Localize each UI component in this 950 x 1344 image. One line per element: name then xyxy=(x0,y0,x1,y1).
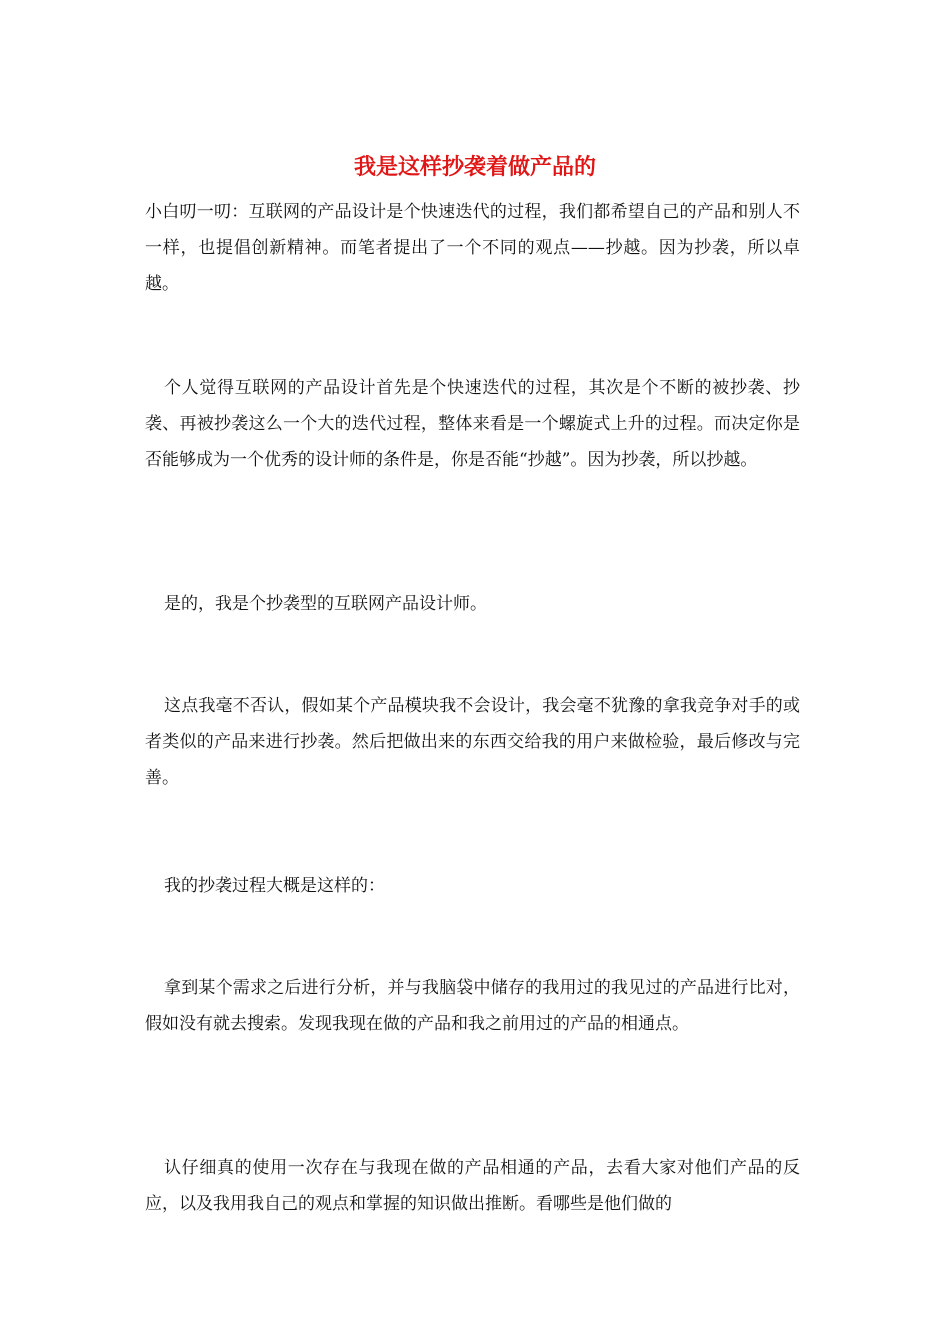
body-paragraph-6: 认仔细真的使用一次存在与我现在做的产品相通的产品，去看大家对他们产品的反应，以及我用我自己的观点和掌握的知识做出推断。看哪些是他们做的 xyxy=(145,1158,800,1214)
intro-paragraph: 小白叨一叨：互联网的产品设计是个快速迭代的过程，我们都希望自己的产品和别人不一样，也提倡创新精神。而笔者提出了一个不同的观点——抄越。因为抄袭，所以卓越。 xyxy=(145,202,800,294)
body-paragraph-4: 我的抄袭过程大概是这样的： xyxy=(164,876,385,896)
body-paragraph-1: 个人觉得互联网的产品设计首先是个快速迭代的过程，其次是个不断的被抄袭、抄袭、再被抄袭这么一个大的迭代过程，整体来看是一个螺旋式上升的过程。而决定你是否能够成为一个优秀的设计师的条件是，你是否能“抄越”。因为抄袭，所以抄越。 xyxy=(145,378,800,470)
body-paragraph-5: 拿到某个需求之后进行分析，并与我脑袋中储存的我用过的我见过的产品进行比对，假如没有就去搜索。发现我现在做的产品和我之前用过的产品的相通点。 xyxy=(145,978,800,1034)
document-title: 我是这样抄袭着做产品的 xyxy=(353,154,596,180)
body-paragraph-2: 是的，我是个抄袭型的互联网产品设计师。 xyxy=(164,594,487,614)
body-paragraph-3: 这点我毫不否认，假如某个产品模块我不会设计，我会毫不犹豫的拿我竞争对手的或者类似的产品来进行抄袭。然后把做出来的东西交给我的用户来做检验，最后修改与完善。 xyxy=(145,696,800,788)
